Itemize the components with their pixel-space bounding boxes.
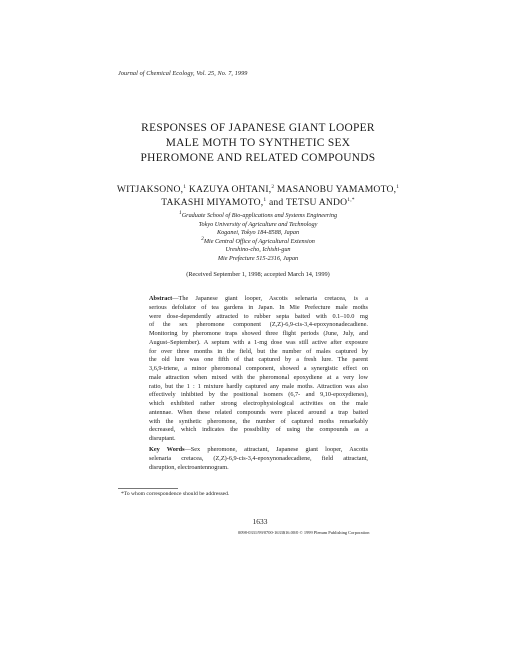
journal-citation: Journal of Chemical Ecology, Vol. 25, No. 7, 1999 (118, 70, 248, 77)
abstract-line: male attraction when mixed with the pheromonal epoxydiene at a very low (149, 373, 368, 381)
affiliation-text: Mie Central Office of Agricultural Extension (203, 237, 315, 245)
abstract-line: which exhibited rather strong electrophysiological activities on the male (149, 400, 368, 407)
footnote-divider (118, 488, 178, 489)
keywords-text: —Sex pheromone, attractant, Japanese giant looper, Ascotis (184, 446, 368, 453)
title-line: RESPONSES OF JAPANESE GIANT LOOPER (141, 122, 375, 134)
abstract (149, 295, 368, 444)
abstract-line: August–September). A septum with a 1-mg dose was still active after exposure (149, 338, 368, 346)
affiliation-line: Ureshino-cho, Ichishi-gun (225, 246, 291, 254)
abstract-line: decreased, which indicates the possibility of using the compounds as a (149, 426, 368, 434)
title-line: PHEROMONE AND RELATED COMPOUNDS (140, 152, 376, 164)
abstract-line: were dose-dependently attracted to rubber septa baited with 0.1–10.0 mg (149, 312, 368, 320)
abstract-line: antennae. When these related compounds were placed around a trap baited (149, 408, 368, 416)
correspondence-footnote: *To whom correspondence should be addressed. (121, 491, 230, 497)
author-name: TETSU ANDO (285, 197, 348, 209)
abstract-line: the old lure was one fifth of that captured by a fresh lure. The parent (149, 356, 368, 364)
author-name: TAKASHI MIYAMOTO, (161, 197, 264, 209)
abstract-line: of the sex pheromone component (Z,Z)-6,9-cis-3,4-epoxynonadecadiene. (149, 321, 368, 329)
abstract-line: ratio, but the 1 : 1 mixture hardly captured any male moths. Attraction was also (149, 382, 368, 390)
keywords-line (149, 446, 368, 455)
abstract-line: Monitoring by pheromone traps showed three flight periods (June, July, and (149, 330, 368, 337)
abstract-line: for over three months in the field, but the number of males captured by (149, 347, 368, 355)
author-name: KAZUYA OHTANI, (188, 184, 272, 195)
author-affil-mark: 1 (263, 197, 267, 204)
author-name: MASANOBU YAMAMOTO, (276, 184, 397, 195)
affiliation-mark: 2 (201, 235, 204, 242)
keywords-line: disruption, electroantennogram. (149, 463, 229, 471)
abstract-text: —The Japanese giant looper, Ascotis selenaria cretacea, is a (172, 295, 368, 302)
affiliation-mark: 1 (178, 209, 182, 216)
author-line (110, 183, 406, 196)
author-affil-mark: 2 (271, 183, 275, 190)
keywords-label: Key Words (149, 446, 185, 453)
title-line: MALE MOTH TO SYNTHETIC SEX (165, 137, 351, 149)
author-affil-mark: 1 (183, 183, 187, 190)
affiliation-line (118, 235, 398, 247)
abstract-label: Abstract (149, 295, 173, 302)
page-number: 1633 (252, 517, 268, 526)
author-line (110, 196, 406, 209)
key-words (149, 446, 368, 472)
author-affil-mark: 1 (396, 183, 400, 190)
affiliation-line: Koganei, Tokyo 184-8588, Japan (216, 229, 300, 237)
abstract-line: with the synthetic pheromone, the number of captured moths remarkably (149, 417, 368, 425)
author-list (110, 183, 406, 210)
abstract-line: effectively inhibited by the positional isomers (6,7- and 9,10-epoxydienes), (149, 391, 368, 399)
article-title (100, 121, 416, 166)
affiliation-line: Tokyo University of Agriculture and Technology (198, 220, 318, 228)
abstract-line: serious defoliator of tea gardens in Japan. In Mie Prefecture male moths (149, 303, 368, 311)
copyright-line: 0098-0331/99/0700-1633$16.00/0 © 1999 Plenum Publishing Corporation (238, 530, 370, 535)
abstract-line: 3,6,9-triene, a minor pheromonal component, showed a synergistic effect on (149, 365, 368, 372)
affiliations (118, 209, 398, 264)
author-affil-mark: 1,* (347, 197, 355, 204)
affiliation-line: Mie Prefecture 515-2316, Japan (217, 254, 299, 262)
author-name: WITJAKSONO, (116, 184, 184, 195)
affiliation-text: Graduate School of Bio-applications and Systems Engineering (181, 212, 338, 219)
keywords-line: selenaria cretacea, (Z,Z)-6,9-cis-3,4-epoxynonadecadiene, field attractant, (149, 454, 368, 462)
abstract-line (149, 295, 368, 304)
received-dates: (Received September 1, 1998; accepted March 14, 1999) (186, 271, 330, 278)
abstract-line: disruptant. (149, 435, 176, 442)
affiliation-line (118, 209, 398, 221)
author-conjunction: and (268, 197, 284, 209)
